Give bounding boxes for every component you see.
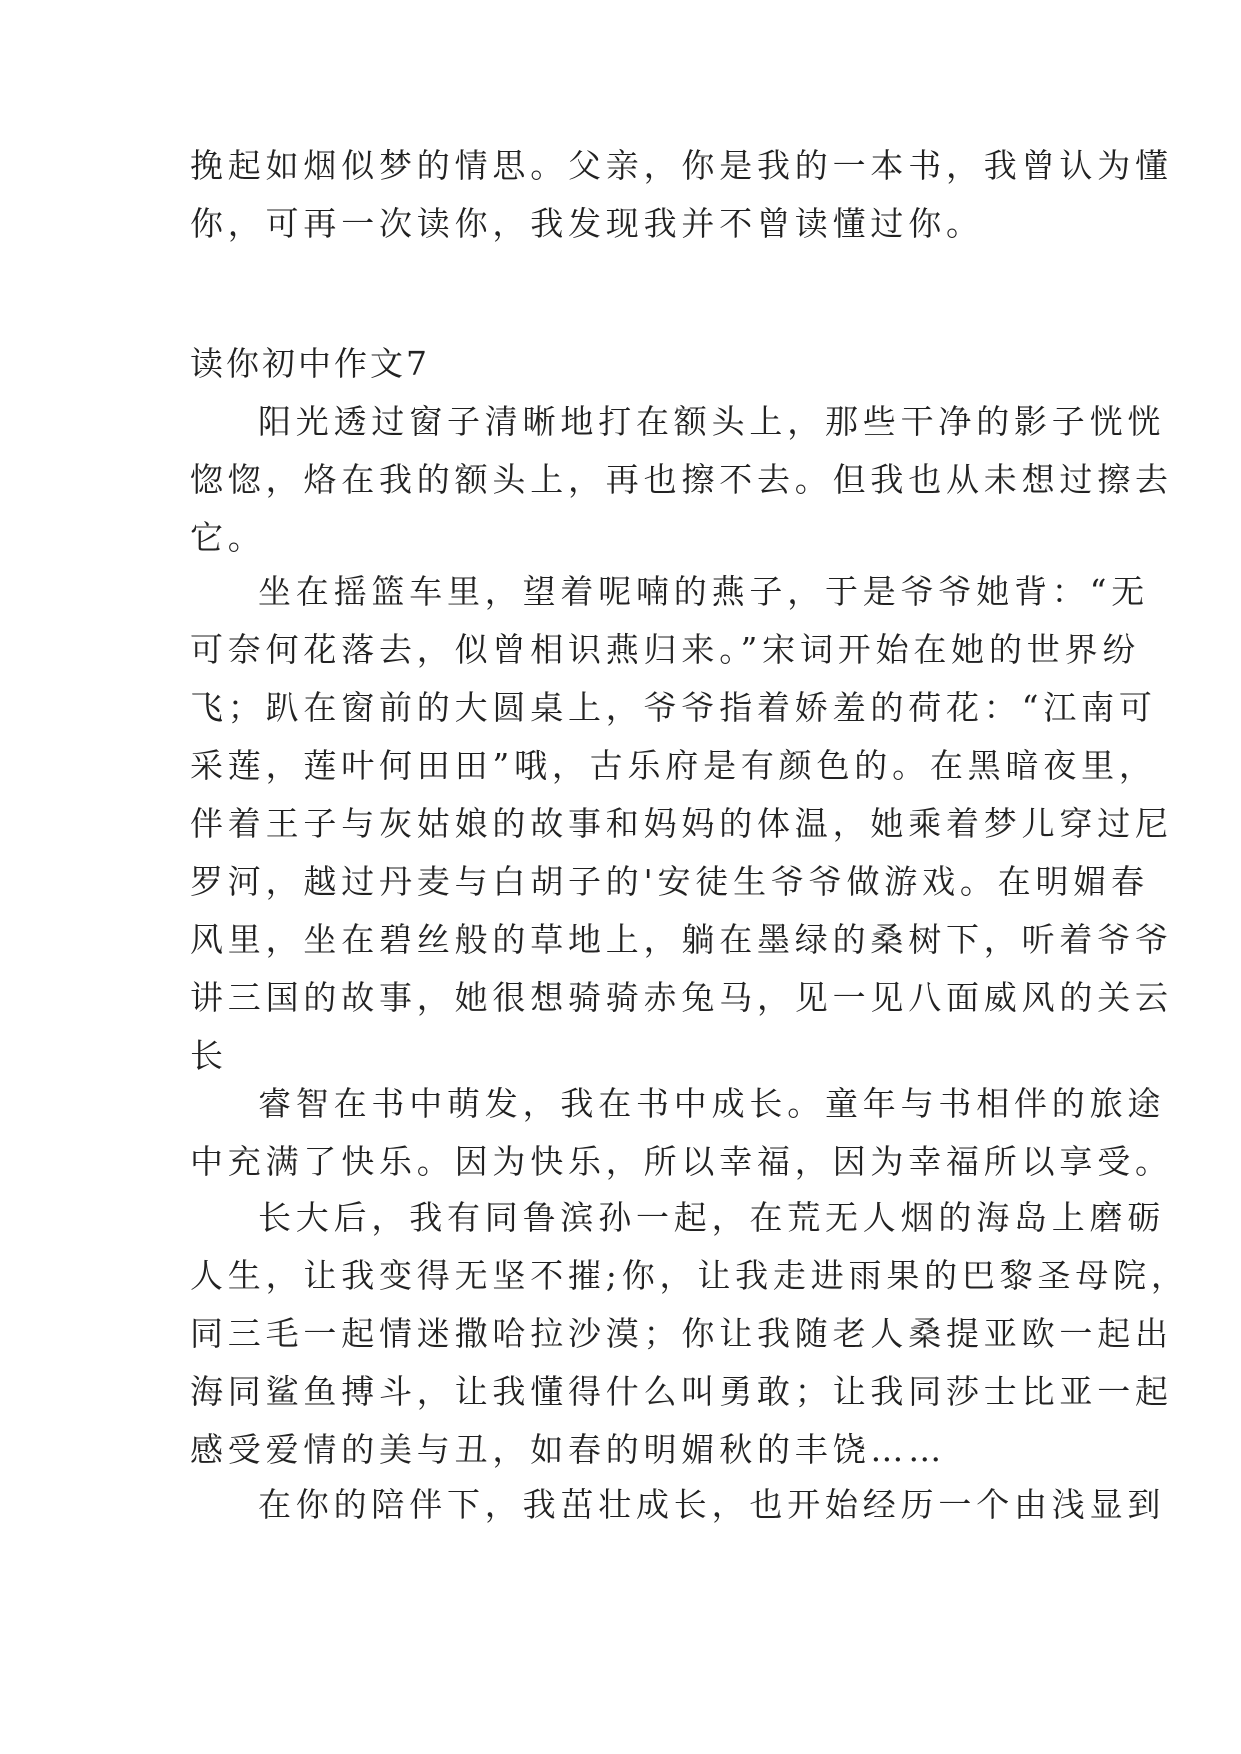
paragraph-line: 睿智在书中萌发，我在书中成长。童年与书相伴的旅途	[258, 1084, 1166, 1123]
paragraph-4	[190, 1189, 1189, 1479]
paragraph-line: 在你的陪伴下，我茁壮成长，也开始经历一个由浅显到	[258, 1485, 1166, 1524]
paragraph-1	[190, 393, 1173, 567]
paragraph-line: 罗河，越过丹麦与白胡子的'安徒生爷爷做游戏。在明媚春	[190, 862, 1149, 901]
paragraph-line: 中充满了快乐。因为快乐，所以幸福，因为幸福所以享受。	[190, 1142, 1173, 1181]
paragraph-line: 同三毛一起情迷撒哈拉沙漠；你让我随老人桑提亚欧一起出	[190, 1314, 1173, 1353]
paragraph-line: 采莲，莲叶何田田”哦，古乐府是有颜色的。在黑暗夜里，	[190, 746, 1157, 785]
paragraph-line: 阳光透过窗子清晰地打在额头上，那些干净的影子恍恍	[258, 402, 1166, 441]
paragraph-line: 你，可再一次读你，我发现我并不曾读懂过你。	[190, 204, 984, 243]
paragraph-line: 它。	[190, 518, 266, 557]
section-heading: 读你初中作文7	[190, 344, 430, 383]
paragraph-line: 海同鲨鱼搏斗，让我懂得什么叫勇敢；让我同莎士比亚一起	[190, 1372, 1173, 1411]
paragraph-line: 长大后，我有同鲁滨孙一起，在荒无人烟的海岛上磨砺	[258, 1198, 1166, 1237]
paragraph-line: 挽起如烟似梦的情思。父亲，你是我的一本书，我曾认为懂	[190, 146, 1173, 185]
paragraph-line: 惚惚，烙在我的额头上，再也擦不去。但我也从未想过擦去	[190, 460, 1173, 499]
paragraph-line: 感受爱情的美与丑，如春的明媚秋的丰饶……	[190, 1430, 946, 1469]
paragraph-line: 风里，坐在碧丝般的草地上，躺在墨绿的桑树下，听着爷爷	[190, 920, 1173, 959]
paragraph-line: 长	[190, 1036, 228, 1075]
paragraph-line: 可奈何花落去，似曾相识燕归来。”宋词开始在她的世界纷	[190, 630, 1141, 669]
intro-paragraph	[190, 137, 1173, 253]
paragraph-2	[190, 563, 1173, 1085]
paragraph-5	[190, 1476, 1166, 1534]
paragraph-line: 坐在摇篮车里，望着呢喃的燕子，于是爷爷她背：“无	[258, 572, 1150, 611]
paragraph-line: 伴着王子与灰姑娘的故事和妈妈的体温，她乘着梦儿穿过尼	[190, 804, 1173, 843]
paragraph-line: 讲三国的故事，她很想骑骑赤兔马，见一见八面威风的关云	[190, 978, 1173, 1017]
paragraph-line: 人生，让我变得无坚不摧;你，让我走进雨果的巴黎圣母院，	[190, 1256, 1189, 1295]
paragraph-3	[190, 1075, 1173, 1191]
paragraph-line: 飞；趴在窗前的大圆桌上，爷爷指着娇羞的荷花：“江南可	[190, 688, 1157, 727]
